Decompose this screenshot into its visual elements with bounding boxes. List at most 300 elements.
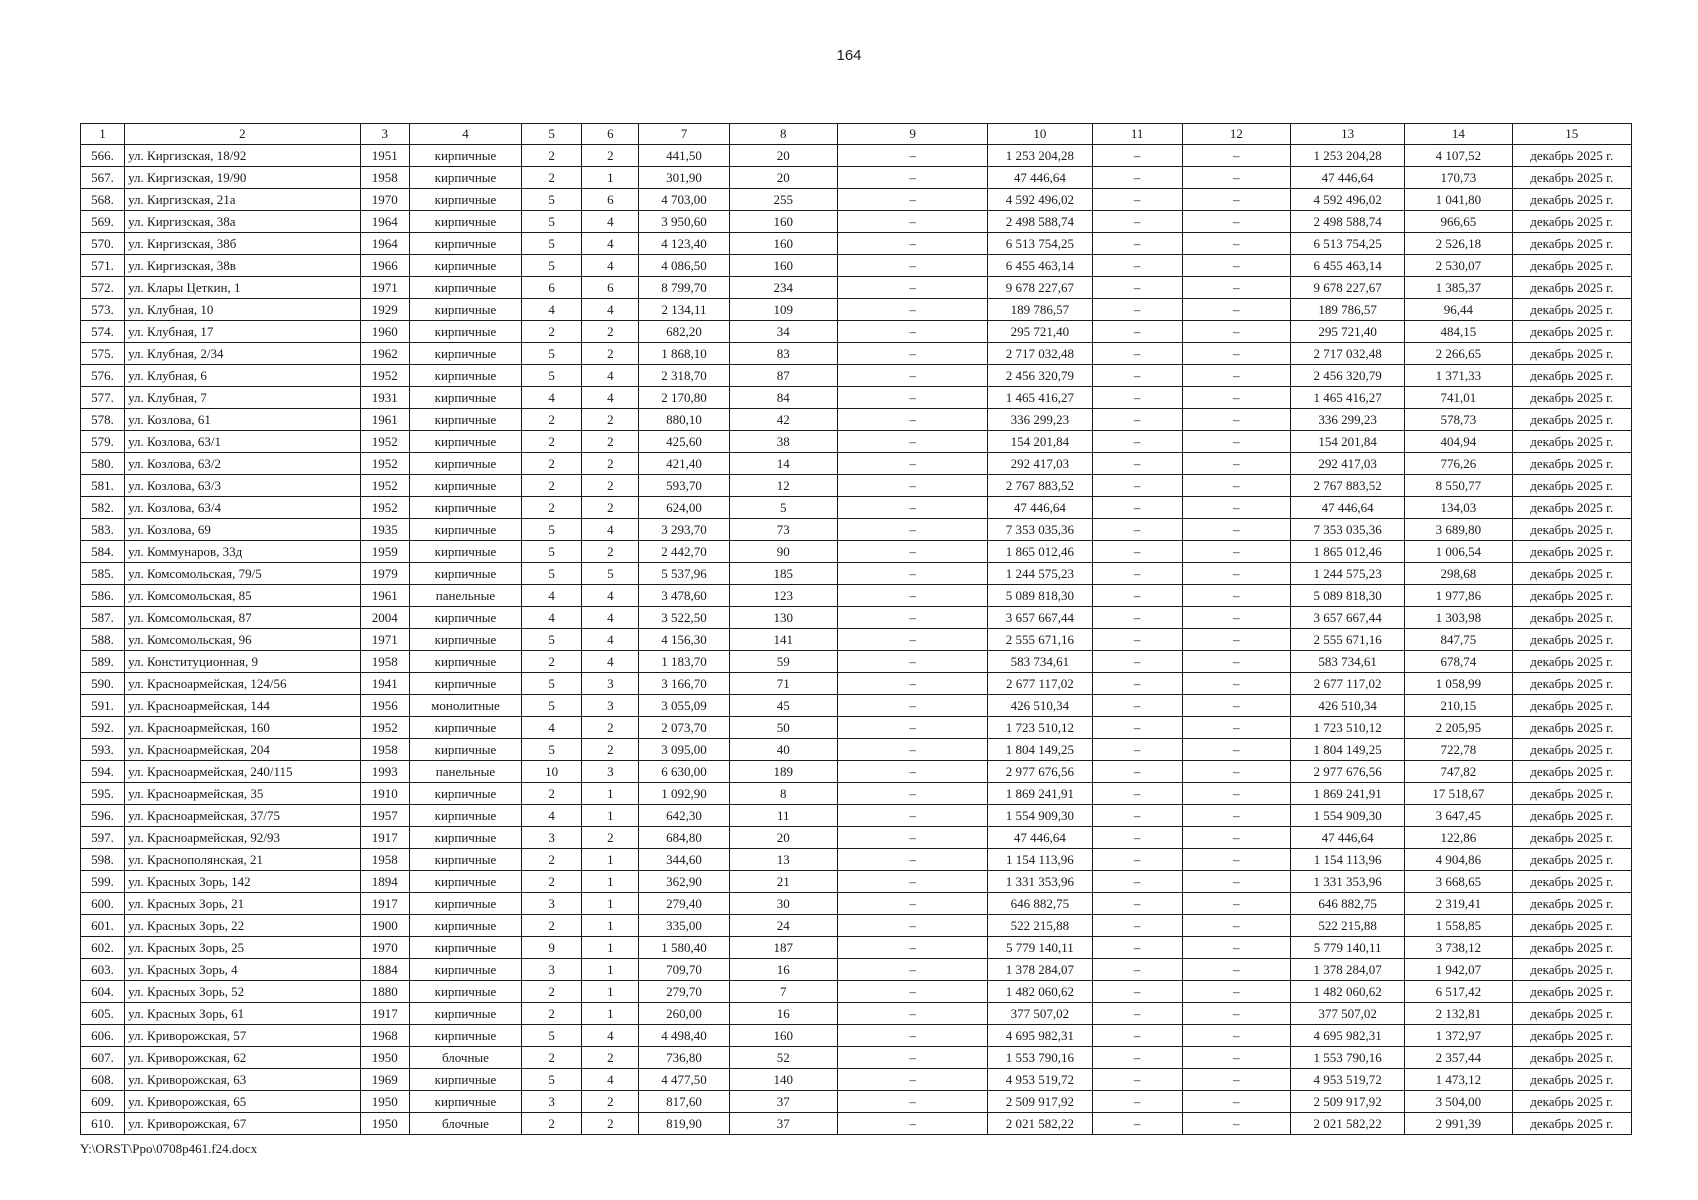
cell-residents: 141 xyxy=(729,629,837,651)
cell-floors: 2 xyxy=(522,431,582,453)
cell-wall-material: кирпичные xyxy=(409,211,521,233)
cell-cost-per-sqm: 3 647,45 xyxy=(1405,805,1512,827)
table-row xyxy=(81,673,1632,695)
cell-cost-col-12: – xyxy=(1182,739,1290,761)
cell-cost-col-9: – xyxy=(837,519,987,541)
cell-area: 819,90 xyxy=(639,1113,729,1135)
cell-floors: 5 xyxy=(522,365,582,387)
cell-deadline: декабрь 2025 г. xyxy=(1512,1091,1631,1113)
cell-residents: 37 xyxy=(729,1091,837,1113)
cell-residents: 71 xyxy=(729,673,837,695)
cell-area: 4 477,50 xyxy=(639,1069,729,1091)
cell-build-year: 1960 xyxy=(360,321,409,343)
cell-build-year: 1958 xyxy=(360,167,409,189)
cell-address: ул. Криворожская, 63 xyxy=(125,1069,361,1091)
cell-entrances: 1 xyxy=(582,937,639,959)
cell-cost-col-13: 9 678 227,67 xyxy=(1291,277,1405,299)
cell-entrances: 2 xyxy=(582,453,639,475)
cell-residents: 11 xyxy=(729,805,837,827)
cell-total-cost: 2 977 676,56 xyxy=(988,761,1092,783)
cell-area: 425,60 xyxy=(639,431,729,453)
table-row xyxy=(81,761,1632,783)
cell-cost-col-13: 2 555 671,16 xyxy=(1291,629,1405,651)
table-row xyxy=(81,695,1632,717)
cell-deadline: декабрь 2025 г. xyxy=(1512,409,1631,431)
cell-residents: 40 xyxy=(729,739,837,761)
cell-address: ул. Красных Зорь, 22 xyxy=(125,915,361,937)
cell-cost-col-12: – xyxy=(1182,849,1290,871)
cell-cost-col-11: – xyxy=(1092,761,1182,783)
cell-floors: 4 xyxy=(522,299,582,321)
cell-cost-col-11: – xyxy=(1092,717,1182,739)
cell-row-number: 585. xyxy=(81,563,125,585)
cell-address: ул. Криворожская, 57 xyxy=(125,1025,361,1047)
cell-cost-col-12: – xyxy=(1182,475,1290,497)
cell-cost-col-9: – xyxy=(837,387,987,409)
cell-cost-per-sqm: 484,15 xyxy=(1405,321,1512,343)
cell-area: 736,80 xyxy=(639,1047,729,1069)
column-header-4: 4 xyxy=(409,124,521,145)
cell-cost-col-13: 47 446,64 xyxy=(1291,827,1405,849)
cell-floors: 4 xyxy=(522,805,582,827)
cell-cost-col-11: – xyxy=(1092,915,1182,937)
cell-cost-col-12: – xyxy=(1182,915,1290,937)
cell-cost-col-12: – xyxy=(1182,343,1290,365)
cell-cost-per-sqm: 966,65 xyxy=(1405,211,1512,233)
table-row xyxy=(81,1091,1632,1113)
cell-build-year: 1941 xyxy=(360,673,409,695)
cell-residents: 16 xyxy=(729,1003,837,1025)
cell-cost-col-9: – xyxy=(837,893,987,915)
cell-cost-col-11: – xyxy=(1092,651,1182,673)
cell-residents: 20 xyxy=(729,827,837,849)
cell-total-cost: 6 455 463,14 xyxy=(988,255,1092,277)
cell-floors: 2 xyxy=(522,849,582,871)
cell-deadline: декабрь 2025 г. xyxy=(1512,365,1631,387)
cell-cost-col-12: – xyxy=(1182,497,1290,519)
cell-entrances: 1 xyxy=(582,871,639,893)
cell-cost-col-9: – xyxy=(837,1113,987,1135)
cell-cost-col-13: 583 734,61 xyxy=(1291,651,1405,673)
cell-cost-col-13: 1 378 284,07 xyxy=(1291,959,1405,981)
cell-cost-col-11: – xyxy=(1092,1047,1182,1069)
cell-address: ул. Красных Зорь, 21 xyxy=(125,893,361,915)
cell-entrances: 6 xyxy=(582,189,639,211)
cell-cost-col-9: – xyxy=(837,321,987,343)
cell-cost-per-sqm: 4 904,86 xyxy=(1405,849,1512,871)
cell-area: 2 073,70 xyxy=(639,717,729,739)
cell-cost-col-13: 1 804 149,25 xyxy=(1291,739,1405,761)
cell-total-cost: 1 804 149,25 xyxy=(988,739,1092,761)
cell-area: 4 498,40 xyxy=(639,1025,729,1047)
cell-entrances: 1 xyxy=(582,915,639,937)
cell-address: ул. Комсомольская, 79/5 xyxy=(125,563,361,585)
cell-build-year: 1970 xyxy=(360,937,409,959)
cell-cost-col-11: – xyxy=(1092,453,1182,475)
cell-wall-material: кирпичные xyxy=(409,189,521,211)
cell-cost-per-sqm: 1 303,98 xyxy=(1405,607,1512,629)
cell-address: ул. Киргизская, 21а xyxy=(125,189,361,211)
cell-build-year: 1964 xyxy=(360,211,409,233)
cell-total-cost: 4 695 982,31 xyxy=(988,1025,1092,1047)
cell-cost-col-12: – xyxy=(1182,871,1290,893)
cell-residents: 160 xyxy=(729,1025,837,1047)
cell-cost-col-11: – xyxy=(1092,629,1182,651)
cell-area: 8 799,70 xyxy=(639,277,729,299)
cell-cost-col-11: – xyxy=(1092,343,1182,365)
cell-build-year: 1993 xyxy=(360,761,409,783)
cell-cost-col-12: – xyxy=(1182,981,1290,1003)
cell-cost-col-12: – xyxy=(1182,629,1290,651)
cell-wall-material: кирпичные xyxy=(409,783,521,805)
cell-wall-material: кирпичные xyxy=(409,299,521,321)
table-row xyxy=(81,871,1632,893)
cell-residents: 14 xyxy=(729,453,837,475)
cell-build-year: 1952 xyxy=(360,431,409,453)
table-row xyxy=(81,1069,1632,1091)
cell-build-year: 1910 xyxy=(360,783,409,805)
cell-build-year: 1935 xyxy=(360,519,409,541)
cell-wall-material: кирпичные xyxy=(409,629,521,651)
cell-wall-material: кирпичные xyxy=(409,365,521,387)
cell-cost-col-11: – xyxy=(1092,277,1182,299)
table-row xyxy=(81,321,1632,343)
cell-floors: 5 xyxy=(522,1025,582,1047)
cell-deadline: декабрь 2025 г. xyxy=(1512,651,1631,673)
cell-wall-material: панельные xyxy=(409,761,521,783)
cell-entrances: 2 xyxy=(582,717,639,739)
cell-cost-per-sqm: 1 058,99 xyxy=(1405,673,1512,695)
cell-total-cost: 426 510,34 xyxy=(988,695,1092,717)
cell-row-number: 606. xyxy=(81,1025,125,1047)
cell-residents: 30 xyxy=(729,893,837,915)
cell-build-year: 1884 xyxy=(360,959,409,981)
cell-floors: 2 xyxy=(522,871,582,893)
cell-entrances: 4 xyxy=(582,255,639,277)
cell-entrances: 4 xyxy=(582,387,639,409)
cell-address: ул. Клубная, 17 xyxy=(125,321,361,343)
cell-cost-col-11: – xyxy=(1092,233,1182,255)
column-header-12: 12 xyxy=(1182,124,1290,145)
cell-residents: 42 xyxy=(729,409,837,431)
cell-cost-col-11: – xyxy=(1092,541,1182,563)
cell-cost-col-11: – xyxy=(1092,585,1182,607)
cell-entrances: 2 xyxy=(582,475,639,497)
cell-floors: 10 xyxy=(522,761,582,783)
cell-address: ул. Комсомольская, 85 xyxy=(125,585,361,607)
cell-address: ул. Козлова, 63/3 xyxy=(125,475,361,497)
cell-cost-col-12: – xyxy=(1182,673,1290,695)
housing-register-table xyxy=(80,123,1632,1135)
cell-total-cost: 189 786,57 xyxy=(988,299,1092,321)
cell-residents: 189 xyxy=(729,761,837,783)
cell-row-number: 609. xyxy=(81,1091,125,1113)
cell-cost-col-11: – xyxy=(1092,893,1182,915)
cell-deadline: декабрь 2025 г. xyxy=(1512,277,1631,299)
cell-address: ул. Криворожская, 62 xyxy=(125,1047,361,1069)
cell-cost-per-sqm: 2 530,07 xyxy=(1405,255,1512,277)
cell-cost-col-11: – xyxy=(1092,959,1182,981)
cell-address: ул. Красных Зорь, 61 xyxy=(125,1003,361,1025)
cell-floors: 2 xyxy=(522,409,582,431)
cell-area: 6 630,00 xyxy=(639,761,729,783)
cell-entrances: 4 xyxy=(582,365,639,387)
cell-cost-col-9: – xyxy=(837,607,987,629)
cell-build-year: 1961 xyxy=(360,585,409,607)
cell-cost-col-13: 2 456 320,79 xyxy=(1291,365,1405,387)
cell-cost-col-9: – xyxy=(837,453,987,475)
cell-cost-col-12: – xyxy=(1182,761,1290,783)
cell-cost-col-9: – xyxy=(837,497,987,519)
cell-deadline: декабрь 2025 г. xyxy=(1512,937,1631,959)
cell-entrances: 2 xyxy=(582,321,639,343)
cell-cost-col-9: – xyxy=(837,343,987,365)
cell-area: 1 580,40 xyxy=(639,937,729,959)
cell-wall-material: кирпичные xyxy=(409,937,521,959)
cell-deadline: декабрь 2025 г. xyxy=(1512,1069,1631,1091)
cell-cost-col-13: 1 869 241,91 xyxy=(1291,783,1405,805)
cell-cost-col-11: – xyxy=(1092,475,1182,497)
cell-build-year: 1951 xyxy=(360,145,409,167)
cell-cost-col-9: – xyxy=(837,1069,987,1091)
cell-deadline: декабрь 2025 г. xyxy=(1512,167,1631,189)
cell-cost-col-13: 1 331 353,96 xyxy=(1291,871,1405,893)
cell-residents: 87 xyxy=(729,365,837,387)
cell-area: 279,40 xyxy=(639,893,729,915)
cell-entrances: 4 xyxy=(582,299,639,321)
cell-area: 682,20 xyxy=(639,321,729,343)
cell-deadline: декабрь 2025 г. xyxy=(1512,189,1631,211)
cell-total-cost: 2 509 917,92 xyxy=(988,1091,1092,1113)
cell-build-year: 1979 xyxy=(360,563,409,585)
cell-wall-material: кирпичные xyxy=(409,277,521,299)
cell-area: 260,00 xyxy=(639,1003,729,1025)
cell-address: ул. Красноармейская, 160 xyxy=(125,717,361,739)
table-row xyxy=(81,827,1632,849)
cell-cost-per-sqm: 1 942,07 xyxy=(1405,959,1512,981)
cell-cost-per-sqm: 96,44 xyxy=(1405,299,1512,321)
cell-wall-material: кирпичные xyxy=(409,673,521,695)
cell-cost-per-sqm: 2 991,39 xyxy=(1405,1113,1512,1135)
cell-total-cost: 1 869 241,91 xyxy=(988,783,1092,805)
cell-cost-per-sqm: 17 518,67 xyxy=(1405,783,1512,805)
cell-cost-col-9: – xyxy=(837,695,987,717)
cell-entrances: 4 xyxy=(582,1025,639,1047)
cell-cost-col-13: 1 244 575,23 xyxy=(1291,563,1405,585)
cell-cost-per-sqm: 2 132,81 xyxy=(1405,1003,1512,1025)
cell-row-number: 581. xyxy=(81,475,125,497)
cell-cost-col-11: – xyxy=(1092,167,1182,189)
cell-residents: 73 xyxy=(729,519,837,541)
cell-entrances: 1 xyxy=(582,959,639,981)
cell-address: ул. Киргизская, 19/90 xyxy=(125,167,361,189)
cell-deadline: декабрь 2025 г. xyxy=(1512,783,1631,805)
cell-floors: 6 xyxy=(522,277,582,299)
cell-cost-col-12: – xyxy=(1182,695,1290,717)
cell-cost-per-sqm: 8 550,77 xyxy=(1405,475,1512,497)
cell-cost-col-12: – xyxy=(1182,1069,1290,1091)
cell-total-cost: 1 154 113,96 xyxy=(988,849,1092,871)
cell-address: ул. Коммунаров, 33д xyxy=(125,541,361,563)
cell-address: ул. Козлова, 63/4 xyxy=(125,497,361,519)
cell-row-number: 569. xyxy=(81,211,125,233)
cell-floors: 2 xyxy=(522,651,582,673)
cell-cost-per-sqm: 1 372,97 xyxy=(1405,1025,1512,1047)
cell-row-number: 568. xyxy=(81,189,125,211)
cell-floors: 5 xyxy=(522,673,582,695)
cell-cost-per-sqm: 3 668,65 xyxy=(1405,871,1512,893)
cell-total-cost: 1 244 575,23 xyxy=(988,563,1092,585)
cell-residents: 8 xyxy=(729,783,837,805)
table-row xyxy=(81,937,1632,959)
column-header-13: 13 xyxy=(1291,124,1405,145)
cell-cost-col-13: 2 509 917,92 xyxy=(1291,1091,1405,1113)
cell-cost-col-9: – xyxy=(837,849,987,871)
cell-build-year: 1952 xyxy=(360,453,409,475)
cell-residents: 7 xyxy=(729,981,837,1003)
table-row xyxy=(81,343,1632,365)
cell-cost-per-sqm: 170,73 xyxy=(1405,167,1512,189)
cell-total-cost: 1 554 909,30 xyxy=(988,805,1092,827)
cell-area: 4 086,50 xyxy=(639,255,729,277)
cell-cost-col-12: – xyxy=(1182,1091,1290,1113)
cell-wall-material: кирпичные xyxy=(409,651,521,673)
cell-cost-col-13: 426 510,34 xyxy=(1291,695,1405,717)
cell-deadline: декабрь 2025 г. xyxy=(1512,739,1631,761)
cell-total-cost: 522 215,88 xyxy=(988,915,1092,937)
cell-cost-col-11: – xyxy=(1092,299,1182,321)
cell-residents: 45 xyxy=(729,695,837,717)
cell-total-cost: 47 446,64 xyxy=(988,167,1092,189)
cell-floors: 2 xyxy=(522,321,582,343)
cell-cost-col-11: – xyxy=(1092,211,1182,233)
cell-entrances: 1 xyxy=(582,1003,639,1025)
cell-wall-material: кирпичные xyxy=(409,409,521,431)
cell-address: ул. Криворожская, 67 xyxy=(125,1113,361,1135)
cell-wall-material: блочные xyxy=(409,1113,521,1135)
cell-build-year: 1958 xyxy=(360,739,409,761)
cell-address: ул. Красных Зорь, 25 xyxy=(125,937,361,959)
cell-deadline: декабрь 2025 г. xyxy=(1512,761,1631,783)
cell-deadline: декабрь 2025 г. xyxy=(1512,343,1631,365)
cell-row-number: 608. xyxy=(81,1069,125,1091)
cell-build-year: 1969 xyxy=(360,1069,409,1091)
cell-cost-per-sqm: 210,15 xyxy=(1405,695,1512,717)
cell-row-number: 596. xyxy=(81,805,125,827)
cell-cost-per-sqm: 2 526,18 xyxy=(1405,233,1512,255)
cell-floors: 4 xyxy=(522,387,582,409)
cell-cost-per-sqm: 1 977,86 xyxy=(1405,585,1512,607)
cell-wall-material: кирпичные xyxy=(409,563,521,585)
cell-residents: 59 xyxy=(729,651,837,673)
cell-cost-col-12: – xyxy=(1182,541,1290,563)
cell-cost-col-11: – xyxy=(1092,1025,1182,1047)
cell-cost-col-11: – xyxy=(1092,673,1182,695)
cell-area: 3 293,70 xyxy=(639,519,729,541)
cell-cost-col-13: 2 677 117,02 xyxy=(1291,673,1405,695)
cell-entrances: 2 xyxy=(582,1113,639,1135)
cell-row-number: 576. xyxy=(81,365,125,387)
cell-area: 709,70 xyxy=(639,959,729,981)
cell-cost-col-9: – xyxy=(837,365,987,387)
cell-residents: 130 xyxy=(729,607,837,629)
cell-cost-col-13: 377 507,02 xyxy=(1291,1003,1405,1025)
cell-floors: 5 xyxy=(522,233,582,255)
cell-cost-col-12: – xyxy=(1182,717,1290,739)
cell-cost-col-11: – xyxy=(1092,1003,1182,1025)
table-row xyxy=(81,453,1632,475)
cell-floors: 3 xyxy=(522,1091,582,1113)
cell-build-year: 1952 xyxy=(360,717,409,739)
cell-wall-material: кирпичные xyxy=(409,849,521,871)
cell-cost-col-13: 1 723 510,12 xyxy=(1291,717,1405,739)
table-row xyxy=(81,1003,1632,1025)
cell-area: 344,60 xyxy=(639,849,729,871)
cell-cost-col-13: 2 498 588,74 xyxy=(1291,211,1405,233)
page-number: 164 xyxy=(836,47,862,64)
cell-row-number: 599. xyxy=(81,871,125,893)
cell-area: 1 092,90 xyxy=(639,783,729,805)
cell-deadline: декабрь 2025 г. xyxy=(1512,893,1631,915)
cell-cost-col-13: 522 215,88 xyxy=(1291,915,1405,937)
cell-entrances: 4 xyxy=(582,1069,639,1091)
cell-deadline: декабрь 2025 г. xyxy=(1512,959,1631,981)
cell-entrances: 1 xyxy=(582,981,639,1003)
cell-row-number: 575. xyxy=(81,343,125,365)
cell-residents: 160 xyxy=(729,255,837,277)
cell-deadline: декабрь 2025 г. xyxy=(1512,1047,1631,1069)
cell-deadline: декабрь 2025 г. xyxy=(1512,695,1631,717)
cell-deadline: декабрь 2025 г. xyxy=(1512,585,1631,607)
cell-residents: 83 xyxy=(729,343,837,365)
cell-floors: 2 xyxy=(522,915,582,937)
cell-cost-col-9: – xyxy=(837,541,987,563)
cell-area: 593,70 xyxy=(639,475,729,497)
column-header-11: 11 xyxy=(1092,124,1182,145)
cell-total-cost: 7 353 035,36 xyxy=(988,519,1092,541)
cell-cost-col-13: 646 882,75 xyxy=(1291,893,1405,915)
cell-row-number: 591. xyxy=(81,695,125,717)
cell-address: ул. Красноармейская, 124/56 xyxy=(125,673,361,695)
cell-cost-col-11: – xyxy=(1092,1091,1182,1113)
cell-floors: 5 xyxy=(522,1069,582,1091)
cell-cost-col-9: – xyxy=(837,827,987,849)
cell-cost-col-12: – xyxy=(1182,937,1290,959)
cell-deadline: декабрь 2025 г. xyxy=(1512,607,1631,629)
cell-wall-material: кирпичные xyxy=(409,1003,521,1025)
cell-total-cost: 2 456 320,79 xyxy=(988,365,1092,387)
cell-cost-col-11: – xyxy=(1092,937,1182,959)
cell-total-cost: 5 779 140,11 xyxy=(988,937,1092,959)
cell-cost-col-13: 4 592 496,02 xyxy=(1291,189,1405,211)
cell-floors: 3 xyxy=(522,893,582,915)
column-header-3: 3 xyxy=(360,124,409,145)
cell-cost-col-13: 5 089 818,30 xyxy=(1291,585,1405,607)
cell-total-cost: 292 417,03 xyxy=(988,453,1092,475)
cell-area: 3 522,50 xyxy=(639,607,729,629)
cell-cost-per-sqm: 3 738,12 xyxy=(1405,937,1512,959)
cell-entrances: 2 xyxy=(582,541,639,563)
cell-floors: 2 xyxy=(522,167,582,189)
cell-deadline: декабрь 2025 г. xyxy=(1512,145,1631,167)
cell-cost-col-9: – xyxy=(837,1003,987,1025)
cell-address: ул. Красноармейская, 92/93 xyxy=(125,827,361,849)
table-row xyxy=(81,849,1632,871)
cell-cost-col-9: – xyxy=(837,937,987,959)
cell-cost-col-12: – xyxy=(1182,255,1290,277)
cell-area: 279,70 xyxy=(639,981,729,1003)
cell-cost-per-sqm: 122,86 xyxy=(1405,827,1512,849)
